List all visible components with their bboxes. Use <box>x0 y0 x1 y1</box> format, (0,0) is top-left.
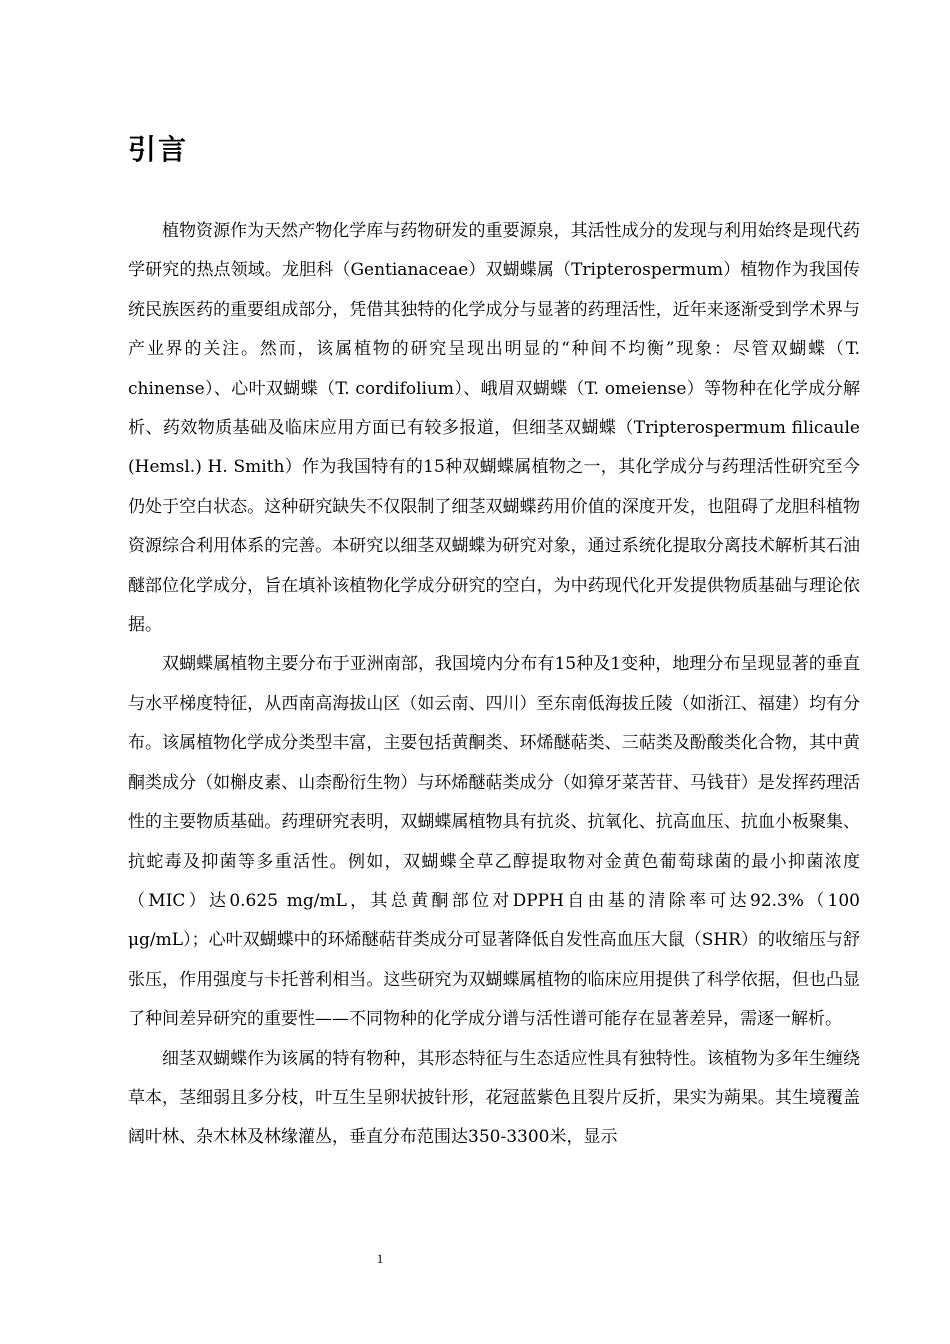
body-text <box>128 212 860 1158</box>
paragraph-3: 细茎双蝴蝶作为该属的特有物种，其形态特征与生态适应性具有独特性。该植物为多年生缠绕草本，茎细弱且多分枝，叶互生呈卵状披针形，花冠蓝紫色且裂片反折，果实为蒴果。其生境覆盖阔叶林、杂木林及林缘灌丛，垂直分布范围达350-3300米，显示 <box>128 1048 860 1148</box>
page-number: 1 <box>376 1251 384 1266</box>
section-heading: 引言 <box>128 133 189 166</box>
paragraph-2: 双蝴蝶属植物主要分布于亚洲南部，我国境内分布有15种及1变种，地理分布呈现显著的垂直与水平梯度特征，从西南高海拔山区（如云南、四川）至东南低海拔丘陵（如浙江、福建）均有分布。该属植物化学成分类型丰富，主要包括黄酮类、环烯醚萜类、三萜类及酚酸类化合物，其中黄酮类成分（如槲皮素、山柰酚衍生物）与环烯醚萜类成分（如獐牙菜苦苷、马钱苷）是发挥药理活性的主要物质基础。药理研究表明，双蝴蝶属植物具有抗炎、抗氧化、抗高血压、抗血小板聚集、抗蛇毒及抑菌等多重活性。例如，双蝴蝶全草乙醇提取物对金黄色葡萄球菌的最小抑菌浓度（MIC）达0.625 mg/mL，其总黄酮部位对DPPH自由基的清除率可达92.3%（100 μg/mL）；心叶双蝴蝶中的环烯醚萜苷类成分可显著降低自发性高血压大鼠（SHR）的收缩压与舒张压，作用强度与卡托普利相当。这些研究为双蝴蝶属植物的临床应用提供了科学依据，但也凸显了种间差异研究的重要性——不同物种的化学成分谱与活性谱可能存在显著差异，需逐一解析。 <box>128 654 860 1030</box>
paragraph-1: 植物资源作为天然产物化学库与药物研发的重要源泉，其活性成分的发现与利用始终是现代药学研究的热点领域。龙胆科（Gentianaceae）双蝴蝶属（Tripterospermum）植物作为我国传统民族医药的重要组成部分，凭借其独特的化学成分与显著的药理活性，近年来逐渐受到学术界与产业界的关注。然而，该属植物的研究呈现出明显的“种间不均衡”现象：尽管双蝴蝶（T. chinense）、心叶双蝴蝶（T. cordifolium）、峨眉双蝴蝶（T. omeiense）等物种在化学成分解析、药效物质基础及临床应用方面已有较多报道，但细茎双蝴蝶（Tripterospermum filicaule (Hemsl.) H. Smith）作为我国特有的15种双蝴蝶属植物之一，其化学成分与药理活性研究至今仍处于空白状态。这种研究缺失不仅限制了细茎双蝴蝶药用价值的深度开发，也阻碍了龙胆科植物资源综合利用体系的完善。本研究以细茎双蝴蝶为研究对象，通过系统化提取分离技术解析其石油醚部位化学成分，旨在填补该植物化学成分研究的空白，为中药现代化开发提供物质基础与理论依据。 <box>128 221 860 636</box>
